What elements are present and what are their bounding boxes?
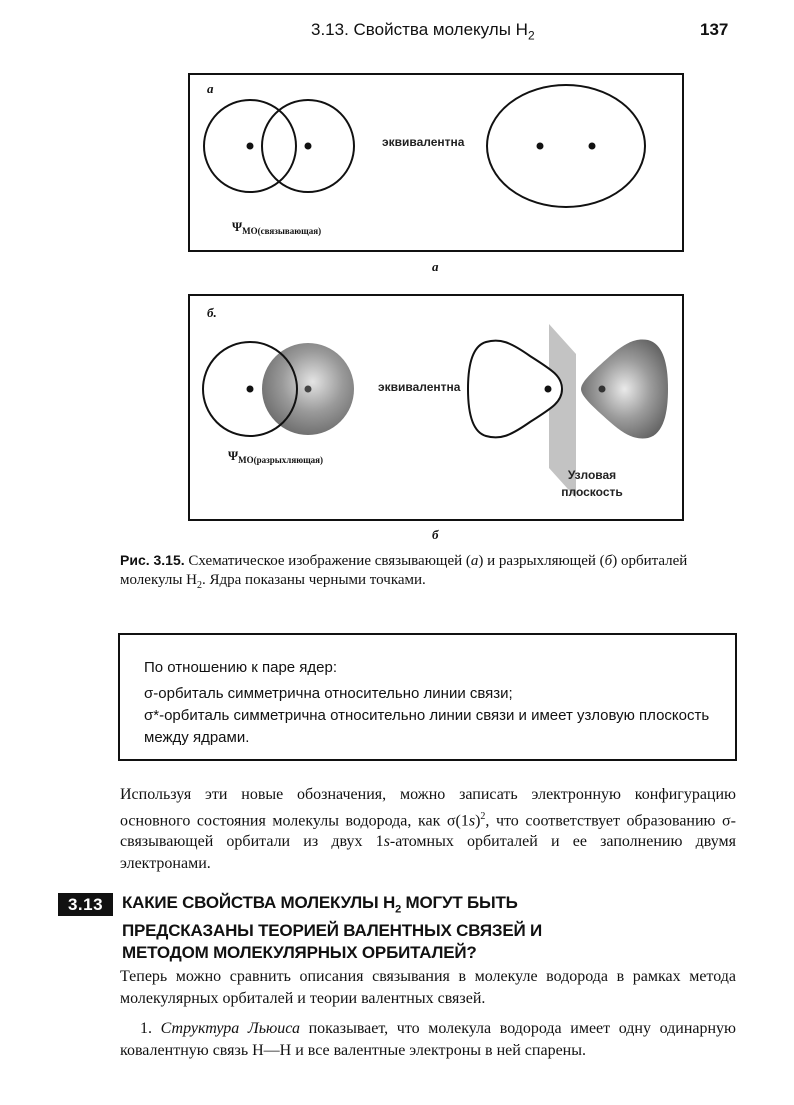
- running-title-subscript: 2: [527, 28, 535, 43]
- caption-italic: а: [470, 553, 479, 569]
- nucleus-dot: [545, 386, 552, 393]
- figure-panel-a: [188, 73, 684, 252]
- caption-italic: б: [604, 553, 613, 569]
- equivalent-label: эквивалентна: [378, 380, 461, 394]
- section-heading-text: КАКИЕ СВОЙСТВА МОЛЕКУЛЫ H: [122, 893, 396, 912]
- equivalent-label: эквивалентна: [382, 135, 465, 149]
- figure-panel-b: [188, 294, 684, 521]
- nucleus-dot: [247, 386, 254, 393]
- key-point-line: σ*-орбиталь симметрична относительно линии связи и имеет узловую плоскость между ядрами.: [144, 707, 710, 746]
- paragraph-text: Используя эти новые обозначения, можно записать электронную конфигурацию основного состояния молекулы водорода, как σ(1: [120, 786, 736, 829]
- page-number: 137: [700, 20, 729, 39]
- key-point-box: [118, 633, 737, 761]
- body-paragraph: Теперь можно сравнить описания связывания в молекуле водорода в рамках метода молекулярных орбиталей и теории валентных связей.: [120, 968, 736, 1007]
- paragraph-italic: s: [383, 833, 390, 851]
- nodal-label-line2: плоскость: [561, 485, 623, 499]
- nucleus-dot: [589, 143, 596, 150]
- section-heading-text: МОГУТ БЫТЬ ПРЕДСКАЗАНЫ ТЕОРИЕЙ ВАЛЕНТНЫХ СВЯЗЕЙ И МЕТОДОМ МОЛЕКУЛЯРНЫХ ОРБИТАЛЕЙ?: [122, 893, 543, 963]
- body-paragraph-numbered: [120, 1018, 736, 1061]
- key-point-line: σ-орбиталь симметрична относительно линии связи;: [144, 685, 513, 702]
- panel-letter-a: a: [207, 81, 214, 96]
- psi-label-bonding: [232, 219, 321, 235]
- paragraph-text: , что соответствует образованию σ-связывающей орбитали из двух 1: [120, 811, 737, 851]
- nodal-plane-label: [552, 467, 632, 501]
- nucleus-dot: [305, 386, 312, 393]
- psi-subscript: MO(разрыхляющая): [238, 455, 324, 465]
- nucleus-dot: [305, 143, 312, 150]
- nucleus-dot: [537, 143, 544, 150]
- nucleus-dot: [599, 386, 606, 393]
- paragraph-text: ): [475, 811, 481, 829]
- figure-sub-label-a: a: [432, 259, 439, 274]
- caption-text: Схематическое изображение связывающей (: [184, 553, 471, 569]
- caption-text: ) орбиталей молекулы H: [120, 553, 688, 588]
- psi-label-antibonding: [228, 448, 323, 464]
- psi-subscript: MO(связывающая): [242, 226, 322, 236]
- list-number: 1.: [140, 1020, 161, 1037]
- caption-number: Рис. 3.15.: [120, 552, 185, 568]
- caption-text: ) и разрыхляющей (: [478, 553, 605, 569]
- running-title-text: 3.13. Свойства молекулы H: [311, 20, 528, 39]
- body-paragraph: [120, 784, 736, 874]
- running-title: [311, 20, 535, 42]
- key-point-text: [144, 657, 724, 749]
- nucleus-dot: [247, 143, 254, 150]
- paragraph-italic: Структура Льюиса: [160, 1020, 300, 1037]
- paragraph-superscript: 2: [480, 810, 486, 822]
- paragraph-text: -атомных орбиталей и ее заполнению двумя электронами.: [120, 833, 737, 872]
- section-number-badge: 3.13: [58, 893, 113, 916]
- caption-text: . Ядра показаны черными точками.: [202, 572, 426, 588]
- caption-subscript: 2: [197, 580, 202, 591]
- psi-symbol: Ψ: [232, 219, 243, 234]
- figure-caption: [120, 551, 738, 595]
- psi-symbol: Ψ: [228, 448, 239, 463]
- molecular-orbital-ellipse: [487, 85, 645, 207]
- antibonding-lobe-shaded: [581, 340, 668, 439]
- paragraph-italic: s: [468, 811, 476, 829]
- section-heading: [122, 892, 622, 964]
- figure-sub-label-b: б: [432, 527, 439, 542]
- key-point-intro: По отношению к паре ядер:: [144, 659, 338, 676]
- paragraph-text: показывает, что молекула водорода имеет одну одинарную ковалентную связь H—H и все валентные электроны в ней спарены.: [120, 1020, 737, 1059]
- panel-letter-b: б.: [207, 305, 217, 320]
- nodal-label-line1: Узловая: [567, 468, 617, 482]
- section-heading-subscript: 2: [395, 903, 401, 916]
